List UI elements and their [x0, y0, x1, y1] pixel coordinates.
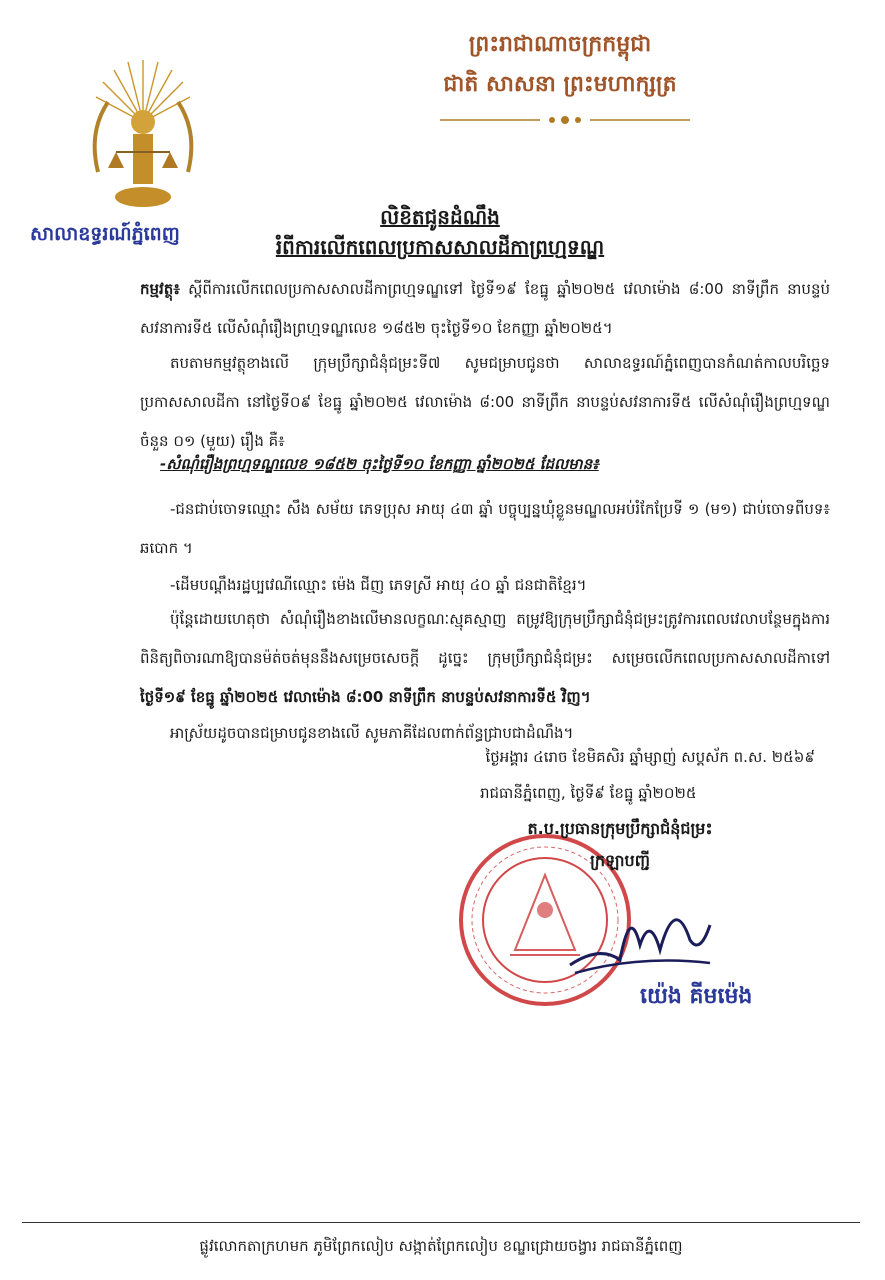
- plaintiff-line: -ដើមបណ្តឹងរដ្ឋប្បវេណីឈ្មោះ ម៉េង ជីញ ភេទស្រី អាយុ ៤០ ឆ្នាំ ជនជាតិខ្មែរ។: [170, 576, 587, 594]
- signatory-role: ត.ប.ប្រធានក្រុមប្រឹក្សាជំនុំជម្រះ: [527, 819, 713, 838]
- place-date: រាជធានីភ្នំពេញ, ថ្ងៃទី៩ ខែធ្នូ ឆ្នាំ២០២៥: [480, 784, 697, 802]
- lunar-date: ថ្ងៃអង្គារ ៤រោច ខែមិគសិរ ឆ្នាំម្សាញ់ សប្តស័ក ព.ស. ២៥៦៩: [485, 748, 815, 766]
- defendant-line: -ជនជាប់ចោទឈ្មោះ សឹង សម័យ ភេទប្រុស អាយុ ៤៣ ឆ្នាំ បច្ចុប្បន្នឃុំខ្លួនមណ្ឌលអប់រំកែប្រែទី ១ (ម១) ជាប់ចោទពីបទ៖ ឆបោក ។: [140, 500, 830, 557]
- subject-paragraph: [140, 270, 830, 348]
- ornament-divider: [440, 113, 690, 127]
- footer-address: ផ្លូវលោកតាក្រហមក ភូមិព្រែកលៀប សង្កាត់ព្រែកលៀប ខណ្ឌជ្រោយចង្វារ រាជធានីភ្នំពេញ: [199, 1237, 683, 1255]
- postponement-text: ប៉ុន្តែដោយហេតុថា សំណុំរឿងខាងលើមានលក្ខណៈស្មុគស្មាញ តម្រូវឱ្យក្រុមប្រឹក្សាជំនុំជម្រះត្រូវការពេលវេលាបន្ថែមក្នុងការពិនិត្យពិចារណាឱ្យបានម៉ត់ចត់មុននឹងសម្រេចសេចក្តី ដូច្នេះ ក្រុមប្រឹក្សាជំនុំជម្រះ សម្រេចលើកពេលប្រកាសសាលដីកាទៅ: [140, 610, 830, 667]
- kingdom-heading: ព្រះរាជាណាចក្រកម្ពុជា: [468, 32, 652, 57]
- subject-text: ស្តីពីការលើកពេលប្រកាសសាលដីកាព្រហ្មទណ្ឌទៅ ថ្ងៃទី១៩ ខែធ្នូ ឆ្នាំ២០២៥ វេលាម៉ោង ៨:00 នាទីព្រឹក នាបន្ទប់សវនាការទី៥ លើសំណុំរឿងព្រហ្មទណ្ឌលេខ ១៨៥២ ចុះថ្ងៃទី១០ ខែកញ្ញា ឆ្នាំ២០២៥។: [140, 280, 830, 337]
- court-name: សាលាឧទ្ធរណ៍ភ្នំពេញ: [30, 223, 180, 245]
- document-title: លិខិតជូនដំណឹង: [380, 205, 500, 229]
- closing-paragraph: អាស្រ័យដូចបានជម្រាបជូនខាងលើ សូមភាគីដែលពាក់ព័ន្ធជ្រាបជាដំណឹង។: [170, 724, 574, 742]
- body-paragraph-5: [140, 600, 830, 717]
- court-emblem-logo: [78, 52, 208, 212]
- postponement-date: ថ្ងៃទី១៩ ខែធ្នូ ឆ្នាំ២០២៥ វេលាម៉ោង ៨:00 នាទីព្រឹក នាបន្ទប់សវនាការទី៥ វិញ។: [140, 688, 591, 706]
- footer-divider: [22, 1222, 860, 1223]
- case-heading-text: -សំណុំរឿងព្រហ្មទណ្ឌលេខ ១៨៥២ ចុះថ្ងៃទី១០ ខែកញ្ញា ឆ្នាំ២០២៥ ដែលមាន៖: [160, 455, 599, 473]
- document-subtitle: រំពីការលើកពេលប្រកាសសាលដីកាព្រហ្មទណ្ឌ: [275, 235, 605, 259]
- signer-name: យ៉េង គីមម៉េង: [640, 984, 753, 1009]
- signatory-deputy: ក្រឡាបញ្ជី: [590, 851, 650, 870]
- handwritten-signature: [560, 885, 720, 985]
- body-paragraph-2: តបតាមកម្មវត្ថុខាងលើ ក្រុមប្រឹក្សាជំនុំជម្រះទី៧ សូមជម្រាបជូនថា សាលាឧទ្ធរណ៍ភ្នំពេញបានកំណត់កាលបរិច្ឆេទប្រកាសសាលដីកា នៅថ្ងៃទី០៩ ខែធ្នូ ឆ្នាំ២០២៥ វេលាម៉ោង ៨:00 នាទីព្រឹក នាបន្ទប់សវនាការទី៥ លើសំណុំរឿងព្រហ្មទណ្ឌចំនួន ០១ (មួយ) រឿង គឺ៖: [140, 354, 830, 450]
- subject-label: កម្មវត្ថុ៖: [140, 280, 180, 298]
- case-heading: [160, 455, 599, 477]
- national-motto: ជាតិ សាសនា ព្រះមហាក្សត្រ: [443, 72, 677, 97]
